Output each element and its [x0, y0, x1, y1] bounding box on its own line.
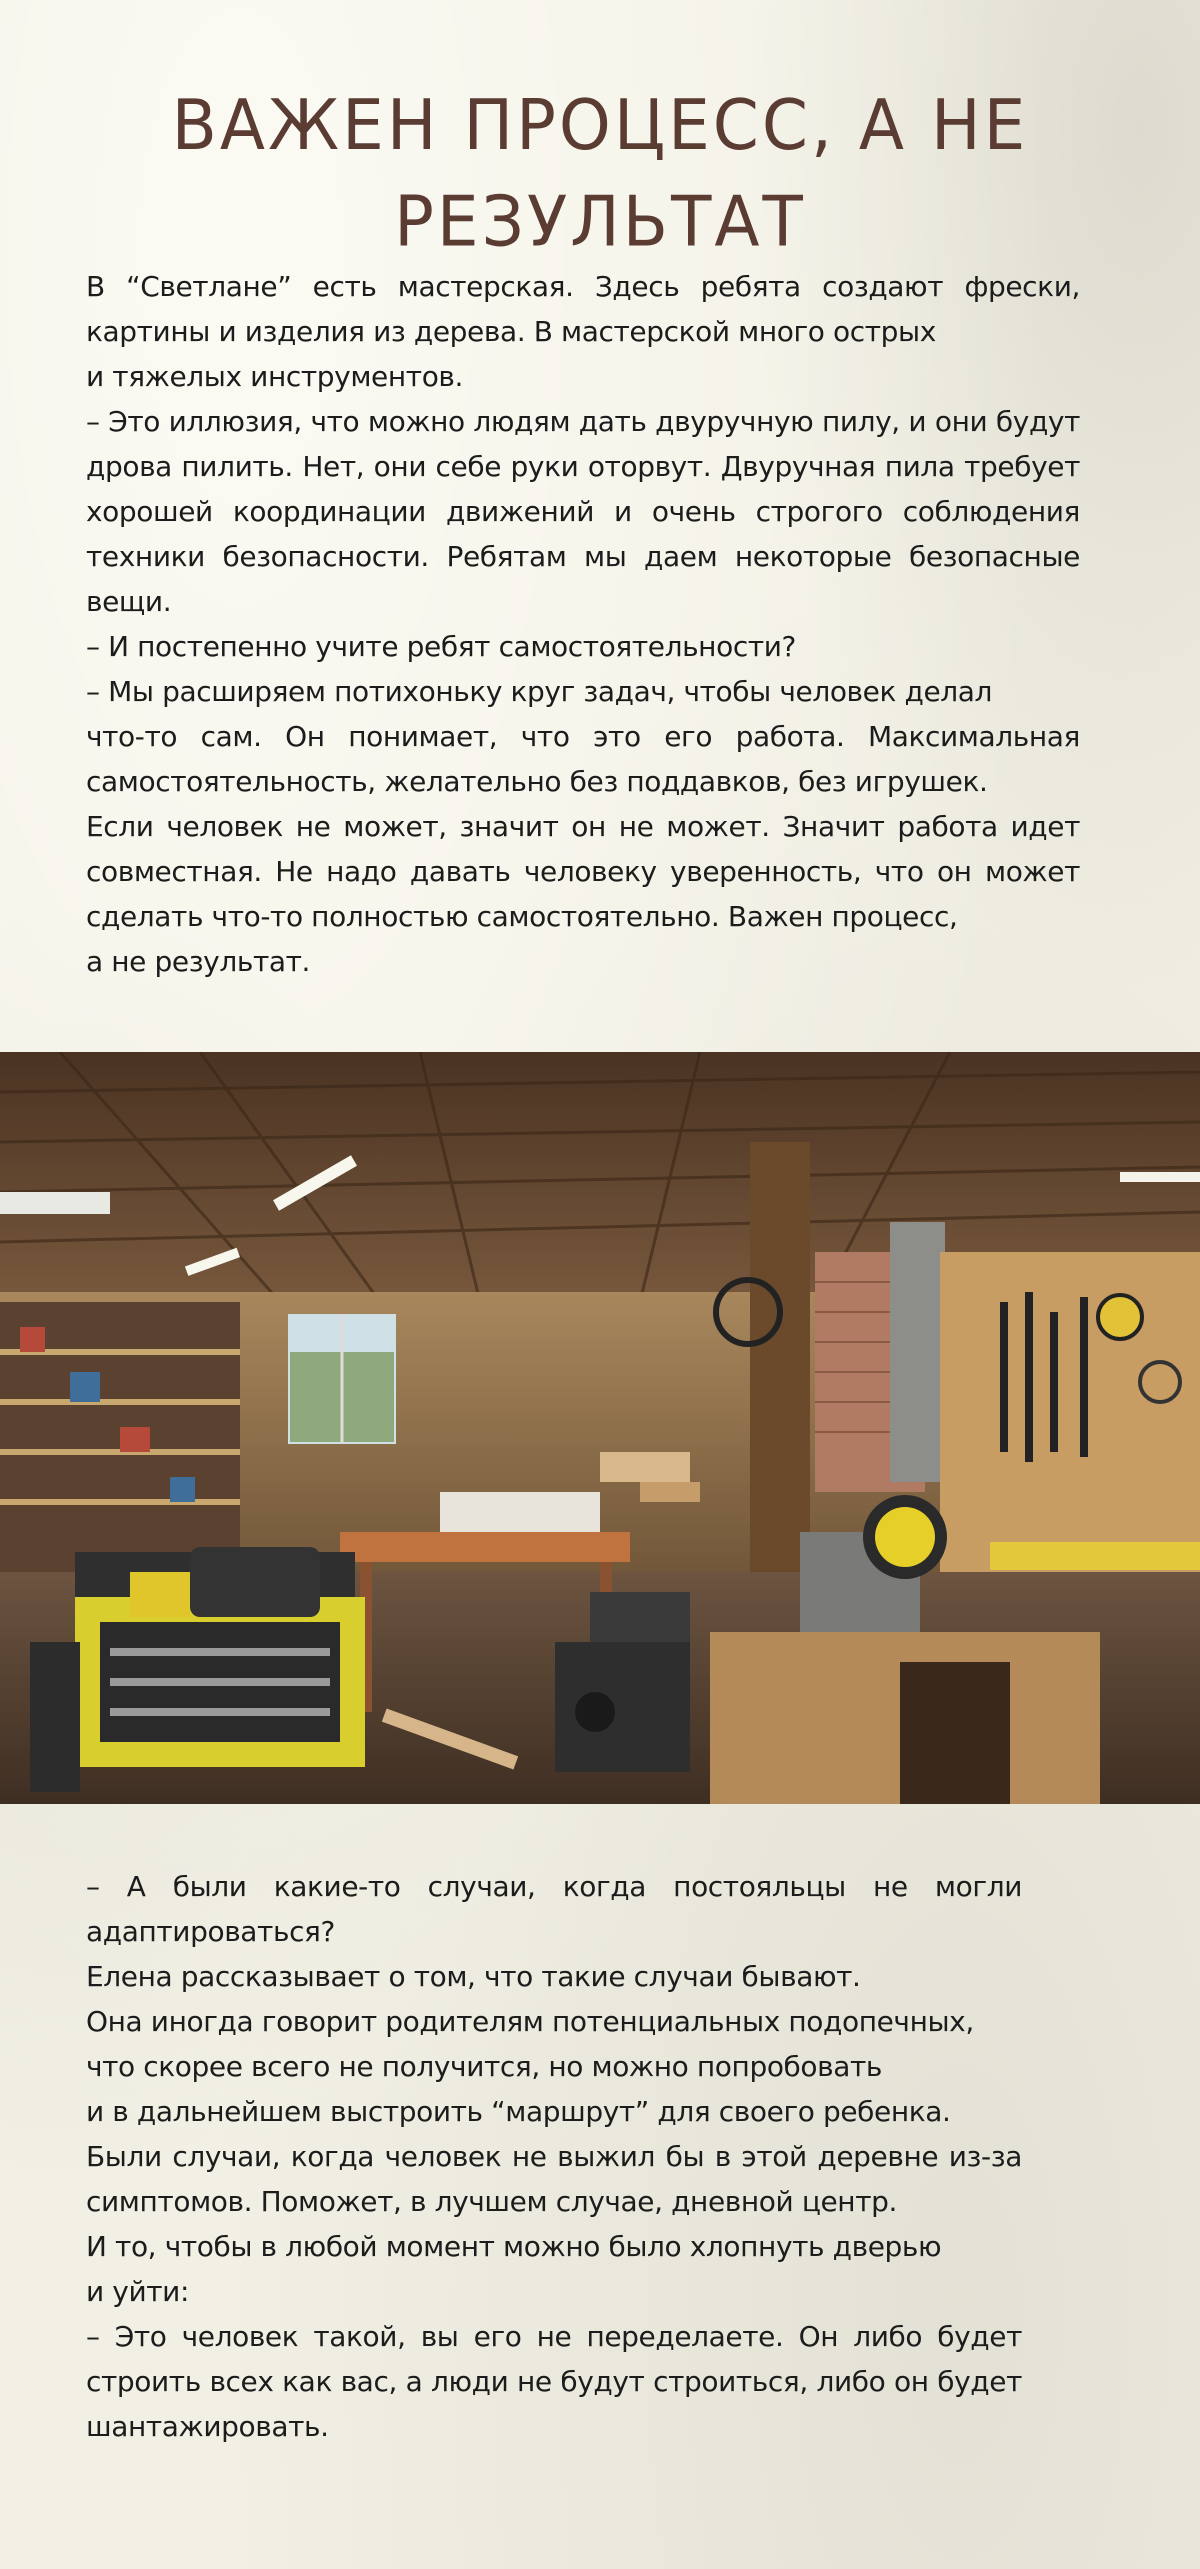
paragraph: и в дальнейшем выстроить “маршрут” для своего ребенка.	[86, 2095, 951, 2128]
paragraph: – И постепенно учите ребят самостоятельности?	[86, 630, 796, 663]
paragraph: и тяжелых инструментов.	[86, 360, 464, 393]
paragraph: и уйти:	[86, 2275, 190, 2308]
page-title: ВАЖЕН ПРОЦЕСС, А НЕ РЕЗУЛЬТАТ	[171, 84, 1029, 263]
article-text-bottom	[86, 1864, 1022, 2449]
paragraph: что-то сам. Он понимает, что это его работа. Максимальная самостоятельность, желательно без поддавков, без игрушек.	[86, 720, 1080, 798]
paragraph: Если человек не может, значит он не может. Значит работа идет совместная. Не надо давать человеку уверенность, что он может сделать что-то полностью самостоятельно. Важен процесс,	[86, 810, 1080, 933]
paragraph: – А были какие-то случаи, когда постояльцы не могли адаптироваться?	[86, 1870, 1022, 1948]
paragraph: – Это иллюзия, что можно людям дать двуручную пилу, и они будут дрова пилить. Нет, они себе руки оторвут. Двуручная пила требует хорошей координации движений и очень строгого соблюдения техники безопасности. Ребятам мы даем некоторые безопасные вещи.	[86, 405, 1080, 618]
paragraph: И то, чтобы в любой момент можно было хлопнуть дверью	[86, 2230, 942, 2263]
workshop-photo	[0, 1052, 1200, 1804]
paragraph: – Мы расширяем потихоньку круг задач, чтобы человек делал	[86, 675, 993, 708]
paragraph: Были случаи, когда человек не выжил бы в этой деревне из-за симптомов. Поможет, в лучшем случае, дневной центр.	[86, 2140, 1022, 2218]
paragraph: а не результат.	[86, 945, 311, 978]
article-text-top	[86, 264, 1080, 984]
paragraph: В “Светлане” есть мастерская. Здесь ребята создают фрески, картины и изделия из дерева. В мастерской много острых	[86, 270, 1080, 348]
paragraph: – Это человек такой, вы его не переделаете. Он либо будет строить всех как вас, а люди не будут строиться, либо он будет шантажировать.	[86, 2320, 1022, 2443]
paragraph: Елена рассказывает о том, что такие случаи бывают.	[86, 1960, 861, 1993]
paragraph: что скорее всего не получится, но можно попробовать	[86, 2050, 883, 2083]
paragraph: Она иногда говорит родителям потенциальных подопечных,	[86, 2005, 974, 2038]
